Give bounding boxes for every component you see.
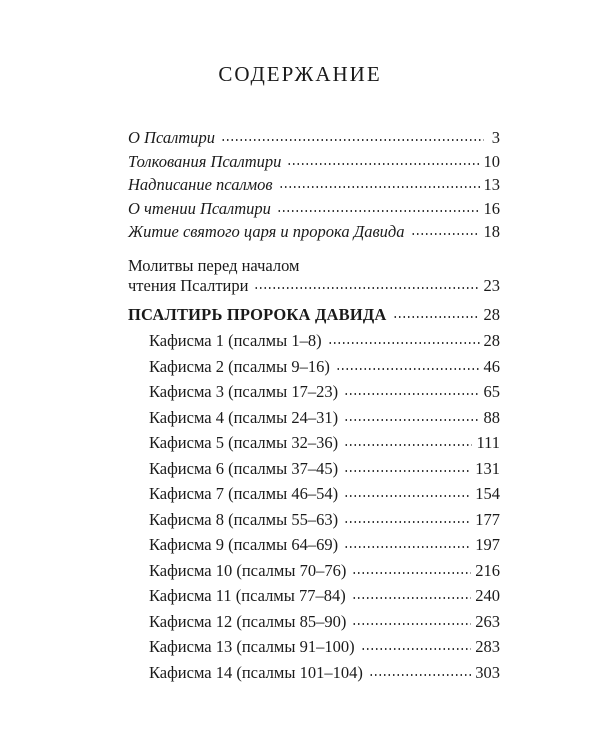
toc-entry-page: 3 <box>491 128 500 147</box>
dot-leader <box>221 128 484 142</box>
toc-entry <box>128 175 500 195</box>
toc-entry-label: Кафисма 2 (псалмы 9–16) <box>149 356 330 376</box>
toc-entry-page: 13 <box>483 175 500 194</box>
dot-leader <box>277 199 480 213</box>
toc-entry-label-line2: чтения Псалтири <box>128 276 249 295</box>
toc-entry-label: Надписание псалмов <box>128 175 273 194</box>
toc-entry-label: Кафисма 5 (псалмы 32–36) <box>149 433 339 452</box>
toc-entry-page: 28 <box>483 305 500 324</box>
dot-leader <box>344 408 479 422</box>
toc-entry-label: Кафисма 12 (псалмы 85–90) <box>149 611 347 631</box>
toc-entry-page: 65 <box>483 382 500 401</box>
toc-entry-page: 18 <box>483 222 500 241</box>
toc-entry-label: О чтении Псалтири <box>128 198 271 218</box>
toc-entry-page: 303 <box>475 662 500 682</box>
dot-leader <box>328 331 480 345</box>
toc-entry-label: Кафисма 13 (псалмы 91–100) <box>149 637 355 656</box>
toc-entry-kathisma <box>128 357 500 377</box>
dot-leader <box>344 459 471 473</box>
dot-leader <box>344 510 471 524</box>
dot-leader <box>344 535 471 549</box>
toc-entry-page: 197 <box>475 535 500 554</box>
toc-entry-label: О Псалтири <box>128 128 215 147</box>
toc-entry-label: Кафисма 8 (псалмы 55–63) <box>149 509 339 529</box>
toc-entry-kathisma <box>128 663 500 683</box>
toc-entry-label: Кафисма 1 (псалмы 1–8) <box>149 331 322 350</box>
toc-entry-kathisma <box>128 561 500 581</box>
dot-leader <box>352 612 471 626</box>
toc-entry-kathisma <box>128 382 500 402</box>
dot-leader <box>344 484 471 498</box>
toc-entry-page: 283 <box>475 637 500 656</box>
toc-entry-label: ПСАЛТИРЬ ПРОРОКА ДАВИДА <box>128 305 387 324</box>
toc-entry-label: Житие святого царя и пророка Давида <box>128 222 405 241</box>
dot-leader <box>344 382 479 396</box>
toc-entry <box>128 199 500 219</box>
toc-entry-kathisma <box>128 535 500 555</box>
toc-entry-page: 177 <box>475 509 500 529</box>
toc-entry-label: Кафисма 11 (псалмы 77–84) <box>149 586 346 605</box>
toc-entry-kathisma <box>128 484 500 504</box>
dot-leader <box>254 276 479 290</box>
toc-entry-page: 240 <box>475 586 500 605</box>
toc-entry <box>128 276 500 296</box>
toc-entry-page: 46 <box>483 356 500 376</box>
toc-entry-page: 10 <box>483 151 500 171</box>
toc-entry-label: Кафисма 4 (псалмы 24–31) <box>149 407 339 427</box>
toc-entry-page: 216 <box>475 560 500 580</box>
dot-leader <box>393 305 480 319</box>
toc-entry-label: Кафисма 10 (псалмы 70–76) <box>149 560 347 580</box>
toc-entry-kathisma <box>128 612 500 632</box>
toc-entry-prayers <box>128 256 500 296</box>
toc-entry-label: Кафисма 9 (псалмы 64–69) <box>149 535 339 554</box>
toc-entry-label: Кафисма 14 (псалмы 101–104) <box>149 662 363 682</box>
dot-leader <box>336 357 480 371</box>
toc-entry-label-line1: Молитвы перед началом <box>128 256 300 275</box>
toc-entry <box>128 222 500 242</box>
dot-leader <box>411 222 480 236</box>
dot-leader <box>344 433 472 447</box>
toc-entry-page: 154 <box>475 484 500 503</box>
dot-leader <box>361 637 472 651</box>
toc-entry-label: Кафисма 3 (псалмы 17–23) <box>149 382 339 401</box>
toc-entry-kathisma <box>128 433 500 453</box>
dot-leader <box>287 152 479 166</box>
toc-entry-kathisma <box>128 331 500 351</box>
toc-entry-page: 131 <box>475 458 500 478</box>
toc-entry-page: 28 <box>483 331 500 350</box>
dot-leader <box>279 175 480 189</box>
toc-entry-kathisma <box>128 408 500 428</box>
toc-entry-kathisma <box>128 510 500 530</box>
toc-entry-label: Кафисма 6 (псалмы 37–45) <box>149 458 339 478</box>
dot-leader <box>352 561 471 575</box>
toc-entry <box>128 128 500 148</box>
table-of-contents <box>128 128 500 683</box>
dot-leader <box>352 586 472 600</box>
toc-entry-page: 263 <box>475 611 500 631</box>
toc-entry-page: 23 <box>483 276 500 295</box>
toc-entry-page: 16 <box>483 198 500 218</box>
toc-entry-kathisma <box>128 586 500 606</box>
dot-leader <box>369 663 471 677</box>
toc-section-heading <box>128 305 500 325</box>
toc-entry-kathisma <box>128 459 500 479</box>
toc-entry <box>128 152 500 172</box>
page-title: СОДЕРЖАНИЕ <box>218 62 382 86</box>
toc-entry-label: Толкования Псалтири <box>128 151 282 171</box>
toc-entry-page: 88 <box>483 407 500 427</box>
toc-entry-kathisma <box>128 637 500 657</box>
toc-entry-label: Кафисма 7 (псалмы 46–54) <box>149 484 339 503</box>
toc-entry-page: 111 <box>476 433 500 452</box>
